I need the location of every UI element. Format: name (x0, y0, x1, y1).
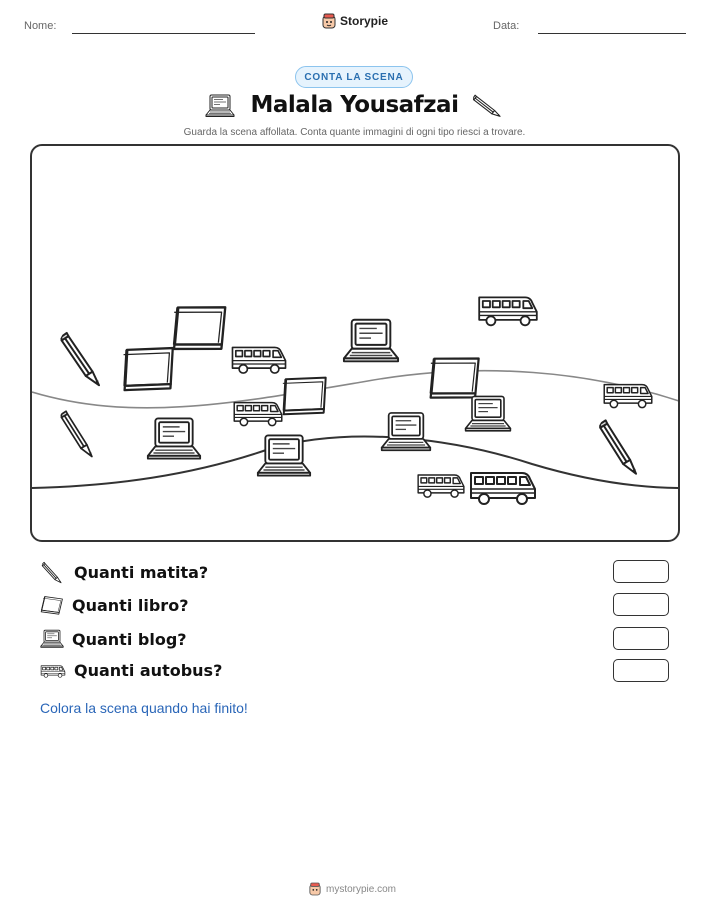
brand-logo (322, 13, 388, 29)
name-line[interactable] (72, 33, 255, 34)
answer-box-books[interactable] (613, 593, 669, 616)
site-url: mystorypie.com (326, 883, 397, 895)
laptop-icon[interactable] (146, 414, 202, 464)
footer-site (309, 882, 396, 896)
bus-icon (40, 662, 66, 680)
laptop-icon[interactable] (256, 428, 312, 484)
date-line[interactable] (538, 33, 686, 34)
laptop-icon[interactable] (464, 392, 512, 436)
bus-icon[interactable] (416, 470, 466, 500)
bus-icon[interactable] (476, 292, 540, 328)
laptop-icon[interactable] (342, 316, 400, 366)
answer-box-pencils[interactable] (613, 560, 669, 583)
book-icon[interactable] (114, 337, 184, 399)
page-title: Malala Yousafzai (250, 92, 459, 118)
laptop-icon (40, 628, 64, 650)
storypie-mascot-icon (322, 13, 336, 29)
question-text: Quanti libro? (72, 595, 189, 615)
brand-name: Storypie (340, 14, 389, 28)
book-icon (40, 594, 64, 616)
bus-icon[interactable] (602, 380, 654, 410)
storypie-mascot-icon (309, 882, 321, 896)
date-label: Data: (493, 20, 520, 32)
answer-box-blogs[interactable] (613, 627, 669, 650)
question-buses (40, 661, 222, 680)
bus-icon[interactable] (468, 466, 538, 508)
question-text: Quanti matita? (74, 562, 209, 582)
section-badge: CONTA LA SCENA (295, 66, 413, 88)
question-text: Quanti blog? (72, 629, 187, 649)
bus-icon[interactable] (230, 342, 288, 376)
question-pencils (40, 561, 208, 583)
question-text: Quanti autobus? (74, 661, 223, 680)
bus-icon[interactable] (232, 398, 284, 428)
answer-box-buses[interactable] (613, 659, 669, 682)
name-label: Nome: (24, 20, 57, 32)
instructions: Guarda la scena affollata. Conta quante immagini di ogni tipo riesci a trovare. (183, 127, 526, 138)
pencil-icon (37, 557, 69, 587)
laptop-icon[interactable] (380, 408, 432, 456)
pencil-icon (470, 87, 507, 122)
counting-scene (30, 144, 680, 542)
question-blogs (40, 628, 187, 650)
color-instruction: Colora la scena quando hai finito! (40, 700, 248, 716)
question-books (40, 594, 188, 616)
